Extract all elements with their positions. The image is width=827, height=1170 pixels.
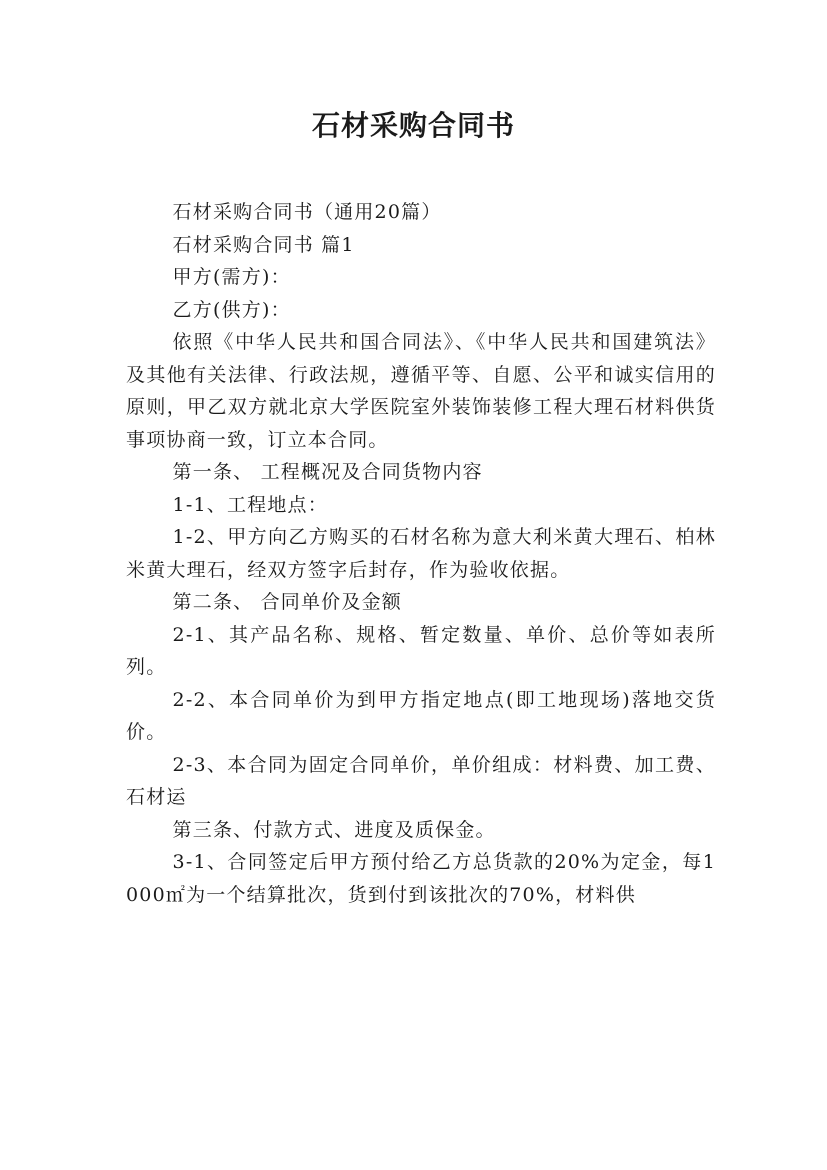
paragraph-article-1-heading: 第一条、 工程概况及合同货物内容 [172,461,483,483]
document-title: 石材采购合同书 [311,109,515,142]
paragraph-party-b: 乙方(供方)： [172,298,291,321]
paragraph-article-2-heading: 第二条、 合同单价及金额 [172,591,402,613]
paragraph-clause-2-3: 2-3、本合同为固定合同单价，单价组成：材料费、加工费、石材运 [126,753,716,808]
paragraph-clause-3-1: 3-1、合同签定后甲方预付给乙方总货款的20%为定金，每1000㎡为一个结算批次，货到付到该批次的70%，材料供 [126,851,716,906]
paragraph-article-3-heading: 第三条、付款方式、进度及质保金。 [172,818,496,841]
document-body [126,196,716,911]
paragraph-preamble: 依照《中华人民共和国合同法》、《中华人民共和国建筑法》及其他有关法律、行政法规，遵循平等、自愿、公平和诚实信用的原则，甲乙双方就北京大学医院室外装饰装修工程大理石材料供货事项协商一致，订立本合同。 [126,331,716,451]
paragraph-clause-1-1: 1-1、工程地点： [172,493,328,516]
paragraph-clause-1-2: 1-2、甲方向乙方购买的石材名称为意大利米黄大理石、柏林米黄大理石，经双方签字后封存，作为验收依据。 [126,526,716,581]
paragraph-subtitle: 石材采购合同书（通用20篇） [172,201,442,223]
paragraph-section-heading: 石材采购合同书 篇1 [172,233,355,256]
paragraph-clause-2-1: 2-1、其产品名称、规格、暂定数量、单价、总价等如表所列。 [126,623,716,678]
paragraph-clause-2-2: 2-2、本合同单价为到甲方指定地点(即工地现场)落地交货价。 [126,688,716,743]
paragraph-party-a: 甲方(需方)： [172,266,291,288]
